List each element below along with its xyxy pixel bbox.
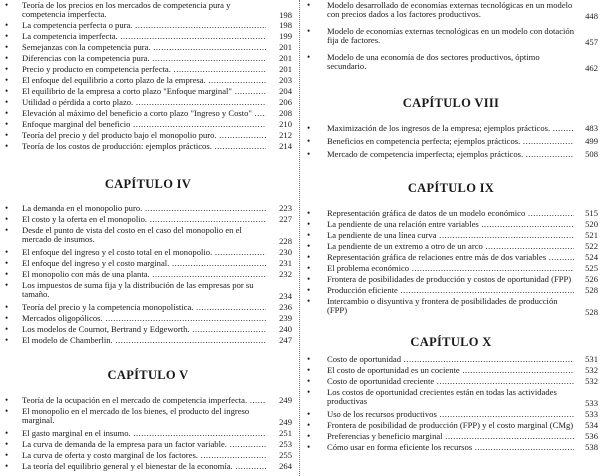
toc-entry-title: La competencia imperfecta. .....: [22, 32, 266, 41]
toc-entry[interactable]: • La curva de demanda de la empresa para un factor variable. ..... 253: [0, 440, 296, 449]
toc-entry[interactable]: • La demanda en el monopolio puro. ..... 223: [0, 204, 296, 213]
toc-entry[interactable]: • Desde el punto de vista del costo en el caso del monopolio en el mercado de insumos. ..... 228: [0, 226, 296, 246]
toc-entry-page: 520: [585, 218, 598, 229]
toc-entry[interactable]: • Precio y producto en competencia perfecta. ..... 201: [0, 65, 296, 74]
toc-entry-page: 483: [585, 122, 598, 133]
toc-entry-title: El modelo de Chamberlin. .....: [22, 336, 266, 345]
toc-entry-page: 534: [585, 419, 598, 430]
toc-entry-title: La teoría del equilibrio general y el bienestar de la economía. .....: [22, 462, 266, 471]
toc-entry-page: 201: [279, 63, 292, 74]
toc-entry-title: Modelo desarrollado de economías externas tecnológicas en un modelo con precios dados a los factores productivos. .....: [327, 1, 574, 21]
toc-entry-title: La curva de oferta y costo marginal de los factores. .....: [22, 451, 266, 460]
toc-entry-page: 231: [279, 257, 292, 268]
toc-entry-page: 239: [279, 312, 292, 323]
toc-entry-title: Diferencias con la competencia pura. .....: [22, 54, 266, 63]
toc-entry-page: 240: [279, 323, 292, 334]
toc-entry[interactable]: • Representación gráfica de datos de un modelo económico ..... 515: [302, 209, 600, 218]
toc-entry-title: El monopolio en el mercado de los bienes, el producto del ingreso marginal. .....: [22, 407, 266, 427]
toc-entry-page: 255: [279, 449, 292, 460]
toc-entry[interactable]: • El modelo de Chamberlin. ..... 247: [0, 336, 296, 345]
toc-entry[interactable]: • El costo y la oferta en el monopolio. ..... 227: [0, 215, 296, 224]
toc-entry-page: 499: [585, 135, 598, 146]
toc-entry[interactable]: • Modelo de una economía de dos sectores productivos, óptimo secundario. ..... 462: [302, 53, 600, 73]
chapter-heading: CAPÍTULO VIII: [402, 96, 500, 110]
toc-entry-title: La demanda en el monopolio puro. .....: [22, 204, 266, 213]
chapter-heading: CAPÍTULO X: [410, 335, 492, 349]
toc-entry-title: La pendiente de un extremo a otro de un arco .....: [327, 242, 574, 251]
toc-entry-page: 223: [279, 202, 292, 213]
toc-entry[interactable]: • Los costos de oportunidad crecientes están en todas las actividades productivas ..... 533: [302, 388, 600, 408]
toc-entry-page: 532: [585, 364, 598, 375]
toc-entry[interactable]: • Semejanzas con la competencia pura. ..... 201: [0, 43, 296, 52]
toc-entry[interactable]: • Intercambio o disyuntiva y frontera de posibilidades de producción (FPP) ..... 528: [302, 297, 600, 317]
toc-entry-title: Teoría de los costos de producción: ejemplos prácticos. .....: [22, 142, 266, 151]
toc-entry-page: 227: [279, 213, 292, 224]
toc-entry[interactable]: • Uso de los recursos productivos ..... 533: [302, 410, 600, 419]
toc-entry-page: 532: [585, 375, 598, 386]
toc-entry[interactable]: • La pendiente de una relación entre variables ..... 520: [302, 220, 600, 229]
toc-entry-title: La competencia perfecta o pura. .....: [22, 21, 266, 30]
toc-entry[interactable]: • El equilibrio de la empresa a corto plazo "Enfoque marginal" ..... 204: [0, 87, 296, 96]
toc-entry-page: 533: [585, 397, 598, 408]
toc-entry-title: El monopolio con más de una planta. .....: [22, 270, 266, 279]
toc-entry[interactable]: • Diferencias con la competencia pura. ..... 201: [0, 54, 296, 63]
chapter-heading: CAPÍTULO IV: [104, 177, 192, 191]
toc-entry-page: 528: [585, 284, 598, 295]
toc-entry-title: Teoría del precio y la competencia monopolística. .....: [22, 303, 266, 312]
toc-entry[interactable]: • Costo de oportunidad ..... 531: [302, 355, 600, 364]
toc-entry-page: 198: [279, 19, 292, 30]
toc-entry-page: 249: [279, 416, 292, 427]
toc-entry[interactable]: • El gasto marginal en el insumo. ..... 251: [0, 429, 296, 438]
toc-entry[interactable]: • Beneficios en competencia perfecta; ejemplos prácticos. ..... 499: [302, 137, 600, 146]
toc-entry-page: 212: [279, 129, 292, 140]
toc-entry[interactable]: • El enfoque del ingreso y el costo total en el monopolio. ..... 230: [0, 248, 296, 257]
toc-entry[interactable]: • Frontera de posibilidad de producción (FPP) y el costo marginal (CMg) ..... 534: [302, 421, 600, 430]
toc-entry-title: El costo y la oferta en el monopolio. .....: [22, 215, 266, 224]
toc-entry[interactable]: • Mercados oligopólicos. ..... 239: [0, 314, 296, 323]
toc-entry-title: Producción eficiente .....: [327, 286, 574, 295]
toc-entry[interactable]: • La pendiente de un extremo a otro de un arco ..... 522: [302, 242, 600, 251]
toc-entry-title: Utilidad o pérdida a corto plazo. .....: [22, 98, 266, 107]
toc-entry-page: 201: [279, 52, 292, 63]
toc-entry-title: El problema económico .....: [327, 264, 574, 273]
toc-entry-page: 249: [279, 394, 292, 405]
toc-entry[interactable]: • Utilidad o pérdida a corto plazo. ..... 206: [0, 98, 296, 107]
toc-entry[interactable]: • El costo de oportunidad es un cociente ..... 532: [302, 366, 600, 375]
toc-entry[interactable]: • Frontera de posibilidades de producción y costos de oportunidad (FPP) ..... 526: [302, 275, 600, 284]
toc-entry-title: Enfoque marginal del beneficio .....: [22, 120, 266, 129]
toc-entry-title: Uso de los recursos productivos .....: [327, 410, 574, 419]
toc-entry[interactable]: • Teoría de los costos de producción: ejemplos prácticos. ..... 214: [0, 142, 296, 151]
toc-entry-page: 525: [585, 262, 598, 273]
toc-entry-title: Costo de oportunidad creciente .....: [327, 377, 574, 386]
toc-entry-page: 264: [279, 460, 292, 471]
chapter-heading: CAPÍTULO V: [107, 368, 189, 382]
toc-entry-page: 208: [279, 107, 292, 118]
toc-entry[interactable]: • Teoría del precio y del producto bajo el monopolio puro. ..... 212: [0, 131, 296, 140]
toc-entry[interactable]: • La pendiente de una línea curva ..... 521: [302, 231, 600, 240]
toc-entry-page: 515: [585, 207, 598, 218]
toc-entry-title: Frontera de posibilidades de producción y costos de oportunidad (FPP) .....: [327, 275, 574, 284]
toc-entry-title: Mercados oligopólicos. .....: [22, 314, 266, 323]
column-divider: [299, 0, 300, 476]
toc-entry-page: 228: [279, 235, 292, 246]
toc-entry-title: Preferencias y beneficio marginal .....: [327, 432, 574, 441]
toc-entry-title: La curva de demanda de la empresa para un factor variable. .....: [22, 440, 266, 449]
toc-entry-page: 538: [585, 441, 598, 452]
toc-entry[interactable]: • Los modelos de Cournot, Bertrand y Edgeworth. ..... 240: [0, 325, 296, 334]
toc-entry-title: Costo de oportunidad .....: [327, 355, 574, 364]
toc-entry[interactable]: • El monopolio con más de una planta. ..... 232: [0, 270, 296, 279]
toc-entry-page: 230: [279, 246, 292, 257]
toc-entry-page: 253: [279, 438, 292, 449]
toc-entry-title: Mercado de competencia imperfecta; ejemplos prácticos. .....: [327, 150, 574, 159]
toc-entry-page: 528: [585, 306, 598, 317]
toc-entry[interactable]: • Costo de oportunidad creciente ..... 532: [302, 377, 600, 386]
toc-entry-page: 526: [585, 273, 598, 284]
toc-entry-title: Beneficios en competencia perfecta; ejemplos prácticos. .....: [327, 137, 574, 146]
toc-entry-title: Cómo usar en forma eficiente los recursos .....: [327, 443, 574, 452]
toc-entry-title: Modelo de una economía de dos sectores productivos, óptimo secundario. .....: [327, 53, 574, 73]
toc-entry[interactable]: • Cómo usar en forma eficiente los recursos ..... 538: [302, 443, 600, 452]
toc-entry-page: 204: [279, 85, 292, 96]
toc-entry-title: La pendiente de una relación entre variables .....: [327, 220, 574, 229]
toc-entry[interactable]: • El problema económico ..... 525: [302, 264, 600, 273]
toc-entry-page: 251: [279, 427, 292, 438]
chapter-heading: CAPÍTULO IX: [407, 181, 495, 195]
toc-entry-title: Representación gráfica de relaciones entre más de dos variables .....: [327, 253, 574, 262]
toc-entry-title: El equilibrio de la empresa a corto plazo "Enfoque marginal" .....: [22, 87, 266, 96]
toc-entry-title: Los costos de oportunidad crecientes están en todas las actividades productivas .....: [327, 388, 574, 408]
toc-entry-title: Intercambio o disyuntiva y frontera de posibilidades de producción (FPP) .....: [327, 297, 574, 317]
toc-entry[interactable]: • Preferencias y beneficio marginal ..... 536: [302, 432, 600, 441]
toc-entry-page: 448: [585, 10, 598, 21]
toc-entry[interactable]: • Representación gráfica de relaciones entre más de dos variables ..... 524: [302, 253, 600, 262]
toc-entry-title: Teoría de la ocupación en el mercado de competencia imperfecta. .....: [22, 396, 266, 405]
toc-entry-page: 536: [585, 430, 598, 441]
toc-entry-title: El enfoque del ingreso y el costo total en el monopolio. .....: [22, 248, 266, 257]
toc-entry[interactable]: • La competencia perfecta o pura. ..... 198: [0, 21, 296, 30]
toc-entry[interactable]: • Teoría de la ocupación en el mercado de competencia imperfecta. ..... 249: [0, 396, 296, 405]
toc-entry-title: Los modelos de Cournot, Bertrand y Edgeworth. .....: [22, 325, 266, 334]
toc-entry-title: Representación gráfica de datos de un modelo económico .....: [327, 209, 574, 218]
toc-entry-title: Semejanzas con la competencia pura. .....: [22, 43, 266, 52]
toc-entry-page: 236: [279, 301, 292, 312]
toc-entry[interactable]: • La curva de oferta y costo marginal de los factores. ..... 255: [0, 451, 296, 460]
toc-entry[interactable]: • Teoría de los precios en los mercados de competencia pura y competencia imperfecta. ..... 198: [0, 1, 296, 20]
toc-entry[interactable]: • La competencia imperfecta. ..... 199: [0, 32, 296, 41]
toc-entry-page: 508: [585, 148, 598, 159]
toc-entry-title: El costo de oportunidad es un cociente .....: [327, 366, 574, 375]
toc-entry-page: 457: [585, 36, 598, 47]
toc-entry-page: 232: [279, 268, 292, 279]
toc-entry[interactable]: • Enfoque marginal del beneficio ..... 210: [0, 120, 296, 129]
toc-entry-title: Modelo de economías externas tecnológicas en un modelo con dotación fija de factores. .....: [327, 27, 574, 47]
toc-entry[interactable]: • Modelo de economías externas tecnológicas en un modelo con dotación fija de factores. ..... 457: [302, 27, 600, 47]
toc-entry-title: El enfoque del equilibrio a corto plazo de la empresa. .....: [22, 76, 266, 85]
toc-entry-page: 203: [279, 74, 292, 85]
toc-entry-title: Elevación al máximo del beneficio a corto plazo "Ingreso y Costo" .....: [22, 109, 266, 118]
toc-entry[interactable]: • El monopolio en el mercado de los bienes, el producto del ingreso marginal. ..... 249: [0, 407, 296, 427]
toc-entry-title: Teoría de los precios en los mercados de competencia pura y competencia imperfecta. .....: [22, 1, 266, 20]
toc-entry-page: 531: [585, 353, 598, 364]
toc-entry-title: El gasto marginal en el insumo. .....: [22, 429, 266, 438]
toc-entry-title: Teoría del precio y del producto bajo el monopolio puro. .....: [22, 131, 266, 140]
toc-entry-title: Precio y producto en competencia perfecta. .....: [22, 65, 266, 74]
toc-entry[interactable]: • La teoría del equilibrio general y el bienestar de la economía. ..... 264: [0, 462, 296, 471]
toc-entry-page: 533: [585, 408, 598, 419]
toc-entry[interactable]: • Los impuestos de suma fija y la distribución de las empresas por su tamaño. ..... 234: [0, 281, 296, 301]
toc-entry[interactable]: • El enfoque del ingreso y el costo marginal. ..... 231: [0, 259, 296, 268]
toc-entry-title: Los impuestos de suma fija y la distribución de las empresas por su tamaño. .....: [22, 281, 266, 301]
toc-entry[interactable]: • El enfoque del equilibrio a corto plazo de la empresa. ..... 203: [0, 76, 296, 85]
toc-entry-page: 206: [279, 96, 292, 107]
toc-entry-page: 199: [279, 30, 292, 41]
toc-entry[interactable]: • Teoría del precio y la competencia monopolística. ..... 236: [0, 303, 296, 312]
toc-entry-title: Maximización de los ingresos de la empresa; ejemplos prácticos. .....: [327, 124, 574, 133]
toc-entry-page: 247: [279, 334, 292, 345]
toc-entry[interactable]: • Producción eficiente ..... 528: [302, 286, 600, 295]
toc-entry-page: 462: [585, 62, 598, 73]
toc-entry-page: 234: [279, 290, 292, 301]
toc-entry-title: Desde el punto de vista del costo en el caso del monopolio en el mercado de insumos. .....: [22, 226, 266, 246]
toc-entry-page: 522: [585, 240, 598, 251]
toc-entry[interactable]: • Mercado de competencia imperfecta; ejemplos prácticos. ..... 508: [302, 150, 600, 159]
toc-entry-page: 198: [279, 9, 292, 20]
toc-entry[interactable]: • Modelo desarrollado de economías externas tecnológicas en un modelo con precios dados a los factores productivos. ..... 448: [302, 1, 600, 21]
toc-entry[interactable]: • Maximización de los ingresos de la empresa; ejemplos prácticos. ..... 483: [302, 124, 600, 133]
toc-entry[interactable]: • Elevación al máximo del beneficio a corto plazo "Ingreso y Costo" ..... 208: [0, 109, 296, 118]
toc-entry-title: Frontera de posibilidad de producción (FPP) y el costo marginal (CMg) .....: [327, 421, 574, 430]
toc-entry-title: El enfoque del ingreso y el costo marginal. .....: [22, 259, 266, 268]
toc-entry-page: 201: [279, 41, 292, 52]
toc-entry-page: 210: [279, 118, 292, 129]
toc-entry-page: 214: [279, 140, 292, 151]
toc-entry-page: 524: [585, 251, 598, 262]
toc-entry-page: 521: [585, 229, 598, 240]
toc-entry-title: La pendiente de una línea curva .....: [327, 231, 574, 240]
